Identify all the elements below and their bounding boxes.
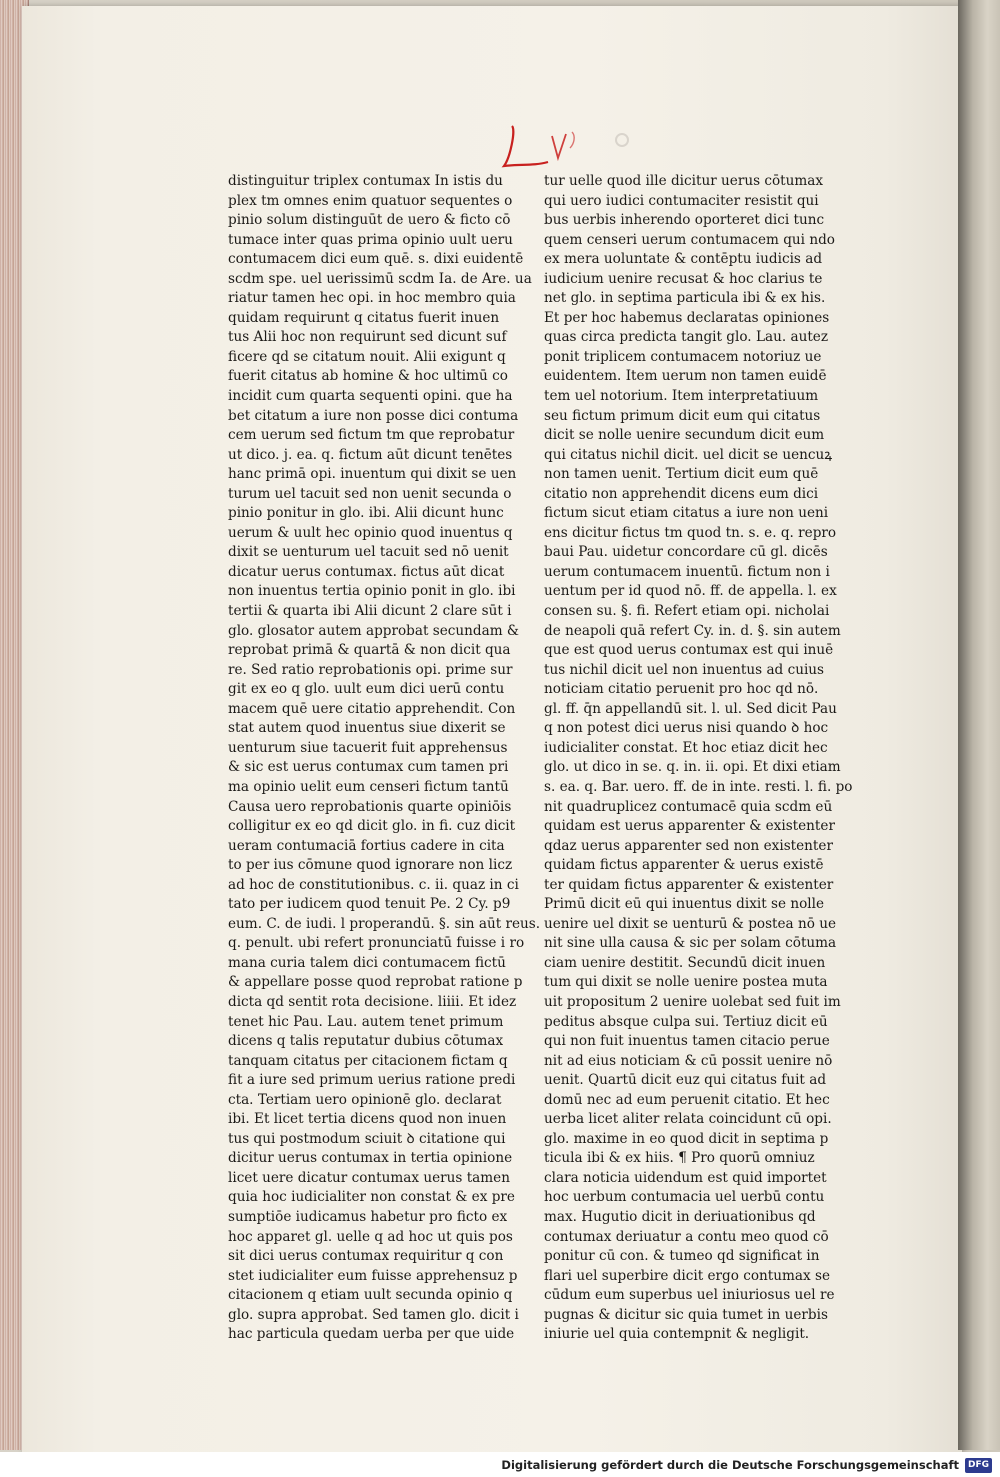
text-line: sumptiōe iudicamus habetur pro ficto ex <box>228 1208 508 1225</box>
text-line: Causa uero reprobationis quarte opiniōis <box>228 798 512 815</box>
text-line: sit dici uerus contumax requiritur q con <box>228 1248 504 1265</box>
text-line: non tamen uenit. Tertium dicit eum quē <box>544 466 819 483</box>
folio-rubric <box>490 118 640 178</box>
text-line: distinguitur triplex contumax In istis du <box>228 173 503 189</box>
text-line: qdaz uerus apparenter sed non existenter <box>544 837 833 854</box>
text-line: quas circa predicta tangit glo. Lau. autez <box>544 329 829 346</box>
text-line: dicens q talis reputatur dubius cōtumax <box>228 1033 504 1050</box>
text-line: quidam est uerus apparenter & existenter <box>544 818 835 835</box>
text-line: stet iudicialiter eum fuisse apprehensuz p <box>228 1267 518 1284</box>
text-line: riatur tamen hec opi. in hoc membro quia <box>228 290 516 307</box>
text-line: iudicialiter constat. Et hoc etiaz dicit hec <box>544 739 828 756</box>
text-line: bus uerbis inherendo oporteret dici tunc <box>544 212 825 229</box>
text-line: s. ea. q. Bar. uero. ff. de in inte. resti. l. fi. po <box>544 778 853 795</box>
text-line: hoc apparet gl. uelle q ad hoc ut quis pos <box>228 1228 513 1245</box>
text-line: dicatur uerus contumax. fictus aūt dicat <box>228 563 505 580</box>
text-line: ma opinio uelit eum censeri fictum tantū <box>228 778 509 795</box>
text-line: uerum & uult hec opinio quod inuentus q <box>228 524 513 541</box>
text-line: tus qui postmodum sciuit ꝺ citatione qui <box>228 1130 506 1147</box>
text-line: pinio ponitur in glo. ibi. Alii dicunt hunc <box>228 505 504 522</box>
text-line: iudicium uenire recusat & hoc clarius te <box>544 270 823 287</box>
text-line: dixit se uenturum uel tacuit sed nō uenit <box>228 544 509 561</box>
text-line: ut dico. j. ea. q. fictum aūt dicunt tenētes <box>228 446 513 463</box>
text-line: stat autem quod inuentus siue dixerit se <box>228 720 506 737</box>
text-line: iniurie uel quia contempnit & negligit. <box>544 1326 810 1343</box>
text-line: licet uere dicatur contumax uerus tamen <box>228 1169 510 1186</box>
text-line: cūdum eum superbus uel iniuriosus uel re <box>544 1287 835 1304</box>
left-text-column <box>228 172 541 1343</box>
text-line: tenet hic Pau. Lau. autem tenet primum <box>228 1013 504 1030</box>
text-line: glo. glosator autem approbat secundam & <box>228 622 520 639</box>
text-line: colligitur ex eo qd dicit glo. in fi. cuz dicit <box>228 818 516 835</box>
text-line: dicitur uerus contumax in tertia opinione <box>228 1150 513 1167</box>
text-line: nit sine ulla causa & sic per solam cōtuma <box>544 935 837 952</box>
text-line: quidam fictus apparenter & uerus existē <box>544 857 824 874</box>
text-line: & appellare posse quod reprobat ratione p <box>228 974 523 991</box>
text-line: to per ius cōmune quod ignorare non licz <box>228 857 513 874</box>
text-line: tato per iudicem quod tenuit Pe. 2 Cy. p9 <box>228 896 511 913</box>
text-line: clara noticia uidendum est quid importet <box>544 1169 827 1186</box>
text-line: hac particula quedam uerba per que uide <box>228 1326 515 1343</box>
text-line: noticiam citatio peruenit pro hoc qd nō. <box>544 681 819 698</box>
text-line: cta. Tertiam uero opinionē glo. declarat <box>228 1091 502 1108</box>
text-line: qui citatus nichil dicit. uel dicit se uencuꝝ <box>544 446 833 463</box>
footer-credit <box>501 1455 992 1475</box>
text-line: qui uero iudici contumaciter resistit qui <box>544 192 819 209</box>
text-line: uerum contumacem inuentū. fictum non i <box>544 563 830 580</box>
faded-annotation <box>64 96 254 124</box>
text-line: max. Hugutio dicit in deriuationibus qd <box>544 1208 816 1225</box>
text-line: fuerit citatus ab homine & hoc ultimū co <box>228 368 508 385</box>
text-line: contumacem dici eum quē. s. dixi euidentē <box>228 251 524 268</box>
text-line: contumax deriuatur a contu meo quod cō <box>544 1228 829 1245</box>
text-line: tem uel notorium. Item interpretatiuum <box>544 388 819 405</box>
text-line: gl. ff. q̄n appellandū sit. l. ul. Sed dicit Pau <box>544 700 837 717</box>
text-line: tur uelle quod ille dicitur uerus cōtumax <box>544 173 824 189</box>
footer-credit-text: Digitalisierung gefördert durch die Deutsche Forschungsgemeinschaft <box>501 1458 959 1472</box>
folio-rubric-mark <box>490 118 640 178</box>
text-line: q non potest dici uerus nisi quando ꝺ hoc <box>544 720 829 737</box>
text-line: ens dicitur fictus tm quod tn. s. e. q. repro <box>544 524 837 541</box>
text-line: pinio solum distinguūt de uero & ficto cō <box>228 212 511 229</box>
text-line: peditus absque culpa sui. Tertiuz dicit eū <box>544 1013 828 1030</box>
text-line: citatio non apprehendit dicens eum dici <box>544 485 819 502</box>
text-line: tus nichil dicit uel non inuentus ad cuius <box>544 661 825 678</box>
text-line: turum uel tacuit sed non uenit secunda o <box>228 485 512 502</box>
text-line: ponit triplicem contumacem notoriuz ue <box>544 348 822 365</box>
text-line: uenit. Quartū dicit euz qui citatus fuit ad <box>544 1072 827 1089</box>
text-line: uit propositum 2 uenire uolebat sed fuit im <box>544 993 841 1010</box>
text-line: ibi. Et licet tertia dicens quod non inuen <box>228 1111 507 1128</box>
text-line: ficere qd se citatum nouit. Alii exigunt q <box>228 348 506 365</box>
text-line: & sic est uerus contumax cum tamen pri <box>228 759 509 776</box>
text-line: dicit se nolle uenire secundum dicit eum <box>544 427 825 444</box>
text-line: git ex eo q glo. uult eum dici uerū contu <box>228 681 505 698</box>
text-line: nit quadruplicez contumacē quia scdm eū <box>544 798 833 815</box>
text-line: Primū dicit eū qui inuentus dixit se nolle <box>544 896 825 913</box>
text-line: que est quod uerus contumax est qui inuē <box>544 642 834 659</box>
book-gutter-fold <box>958 0 1000 1450</box>
text-line: plex tm omnes enim quatuor sequentes o <box>228 192 513 209</box>
text-line: Et per hoc habemus declaratas opiniones <box>544 309 830 326</box>
text-line: re. Sed ratio reprobationis opi. prime sur <box>228 661 513 678</box>
text-line: baui Pau. uidetur concordare cū gl. dicēs <box>544 544 828 561</box>
text-line: ueram contumaciā fortius cadere in cita <box>228 837 505 854</box>
text-line: qui non fuit inuentus tamen citacio perue <box>544 1033 830 1050</box>
text-line: tus Alii hoc non requirunt sed dicunt suf <box>228 329 507 346</box>
text-line: glo. supra approbat. Sed tamen glo. dicit i <box>228 1306 519 1323</box>
text-line: tumace inter quas prima opinio uult ueru <box>228 231 513 248</box>
text-line: uenturum siue tacuerit fuit apprehensus <box>228 739 508 756</box>
text-line: tum qui dixit se nolle uenire postea muta <box>544 974 828 991</box>
text-line: uerba licet aliter relata coincidunt cū opi. <box>544 1111 832 1128</box>
text-line: seu fictum primum dicit eum qui citatus <box>544 407 821 424</box>
text-line: flari uel superbire dicit ergo contumax se <box>544 1267 831 1284</box>
text-line: q. penult. ubi refert pronunciatū fuisse i ro <box>228 935 525 952</box>
text-line: dicta qd sentit rota decisione. liiii. Et idez <box>228 993 517 1010</box>
text-line: quem censeri uerum contumacem qui ndo <box>544 231 835 248</box>
text-line: non inuentus tertia opinio ponit in glo. ibi <box>228 583 516 600</box>
text-line: ex mera uoluntate & contēptu iudicis ad <box>544 251 823 268</box>
text-line: citacionem q etiam uult secunda opinio q <box>228 1287 513 1304</box>
text-line: quidam requirunt q citatus fuerit inuen <box>228 309 500 326</box>
text-line: incidit cum quarta sequenti opini. que ha <box>228 388 513 405</box>
text-line: fit a iure sed primum uerius ratione predi <box>228 1072 516 1089</box>
text-line: mana curia talem dici contumacem fictū <box>228 954 506 971</box>
text-line: ciam uenire destitit. Secundū dicit inuen <box>544 954 826 971</box>
text-line: quia hoc iudicialiter non constat & ex pre <box>228 1189 515 1206</box>
right-text-column <box>544 172 856 1343</box>
text-line: tanquam citatus per citacionem fictam q <box>228 1052 508 1069</box>
text-line: uenire uel dixit se uenturū & postea nō ue <box>544 915 837 932</box>
text-line: cem uerum sed fictum tm que reprobatur <box>228 427 515 444</box>
text-line: uentum per id quod nō. ff. de appella. l. ex <box>544 583 837 600</box>
text-line: nit ad eius noticiam & cū possit uenire nō <box>544 1052 833 1069</box>
text-line: hoc uerbum contumacia uel uerbū contu <box>544 1189 825 1206</box>
dfg-logo-icon: DFG <box>965 1458 992 1473</box>
text-line: domū nec ad eum peruenit citatio. Et hec <box>544 1091 830 1108</box>
text-line: de neapoli quā refert Cy. in. d. §. sin autem <box>544 622 841 639</box>
text-line: scdm spe. uel uerissimū scdm Ia. de Are. ua <box>228 270 532 287</box>
text-line: pugnas & dicitur sic quia tumet in uerbis <box>544 1306 828 1323</box>
text-line: reprobat primā & quartā & non dicit qua <box>228 642 511 659</box>
text-line: net glo. in septima particula ibi & ex his. <box>544 290 826 307</box>
text-line: bet citatum a iure non posse dici contuma <box>228 407 519 424</box>
text-line: euidentem. Item uerum non tamen euidē <box>544 368 827 385</box>
text-line: hanc primā opi. inuentum qui dixit se uen <box>228 466 517 483</box>
text-line: tertii & quarta ibi Alii dicunt 2 clare sūt i <box>228 603 512 620</box>
text-line: ad hoc de constitutionibus. c. ii. quaz in ci <box>228 876 519 893</box>
text-line: glo. ut dico in se. q. in. ii. opi. Et dixi etiam <box>544 759 841 776</box>
text-line: ticula ibi & ex hiis. ¶ Pro quorū omniuz <box>544 1150 815 1167</box>
text-line: ter quidam fictus apparenter & existenter <box>544 876 834 893</box>
text-line: fictum sicut etiam citatus a iure non ueni <box>544 505 829 522</box>
text-line: glo. maxime in eo quod dicit in septima p <box>544 1130 829 1147</box>
text-line: consen su. §. fi. Refert etiam opi. nicholai <box>544 603 830 620</box>
text-line: ponitur cū con. & tumeo qd significat in <box>544 1248 820 1265</box>
text-line: macem quē uere citatio apprehendit. Con <box>228 700 516 717</box>
text-line: eum. C. de iudi. l properandū. §. sin aūt reus. <box>228 915 541 932</box>
